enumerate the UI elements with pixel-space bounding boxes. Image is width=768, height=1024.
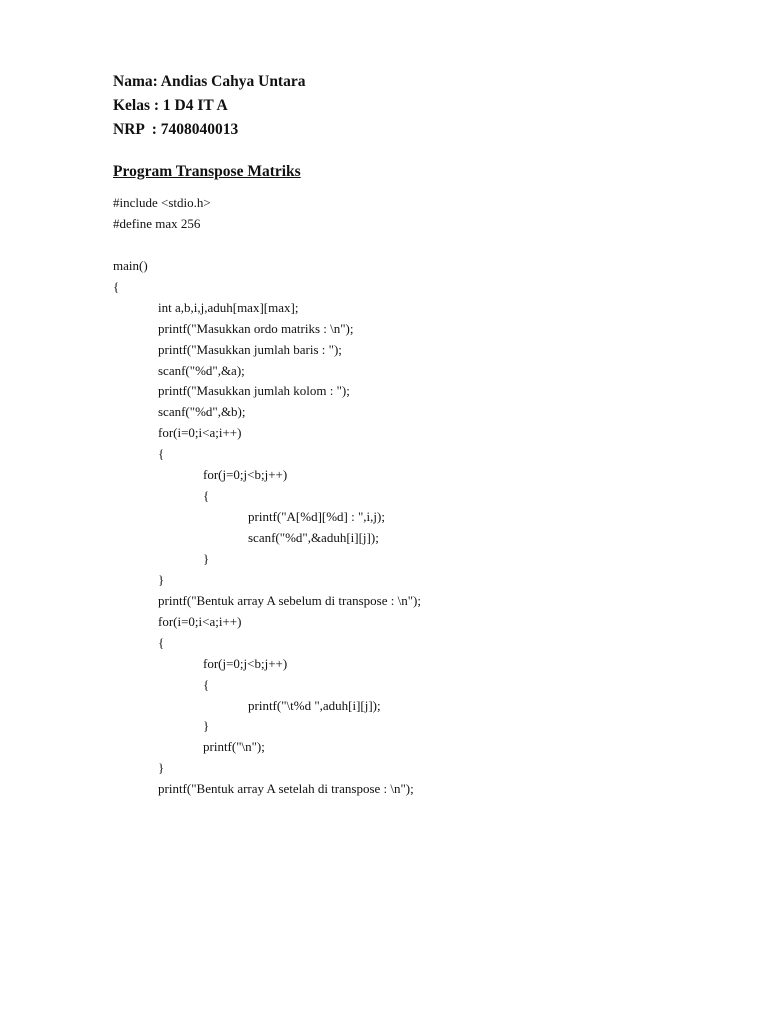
code-line: { [203,676,210,692]
code-line: for(j=0;j<b;j++) [203,655,288,671]
code-line: int a,b,i,j,aduh[max][max]; [158,299,299,315]
code-line: } [158,571,165,587]
code-line: printf("Bentuk array A sebelum di transpose : \n"); [158,592,421,608]
code-line: main() [113,257,148,273]
code-line: { [203,488,210,504]
code-line: for(i=0;i<a;i++) [158,613,242,629]
code-line: scanf("%d",&a); [158,362,245,378]
code-line [113,235,673,256]
code-line: for(i=0;i<a;i++) [158,425,242,441]
student-class: Kelas : 1 D4 IT A [113,97,228,114]
code-listing [113,193,673,800]
code-line: { [158,634,165,650]
code-line: scanf("%d",&aduh[i][j]); [248,530,379,545]
code-line: scanf("%d",&b); [158,404,246,420]
code-line: { [113,278,120,294]
code-line: printf("A[%d][%d] : ",i,j); [248,509,385,525]
code-line: for(j=0;j<b;j++) [203,467,288,483]
program-title: Program Transpose Matriks [113,163,301,180]
code-line: } [203,550,210,566]
code-line: #include <stdio.h> [113,195,211,210]
code-line: printf("Masukkan jumlah kolom : "); [158,383,350,399]
code-line: printf("Masukkan jumlah baris : "); [158,341,342,357]
student-nrp: NRP : 7408040013 [113,121,239,138]
code-line: printf("\n"); [203,739,265,755]
code-line: printf("Bentuk array A setelah di transpose : \n"); [158,781,414,797]
code-line: } [158,760,165,776]
code-line: { [158,446,165,462]
code-line: printf("\t%d ",aduh[i][j]); [248,697,381,713]
code-line: } [203,718,210,734]
code-line: printf("Masukkan ordo matriks : \n"); [158,320,354,336]
code-line: #define max 256 [113,215,201,231]
student-name: Nama: Andias Cahya Untara [113,73,306,90]
